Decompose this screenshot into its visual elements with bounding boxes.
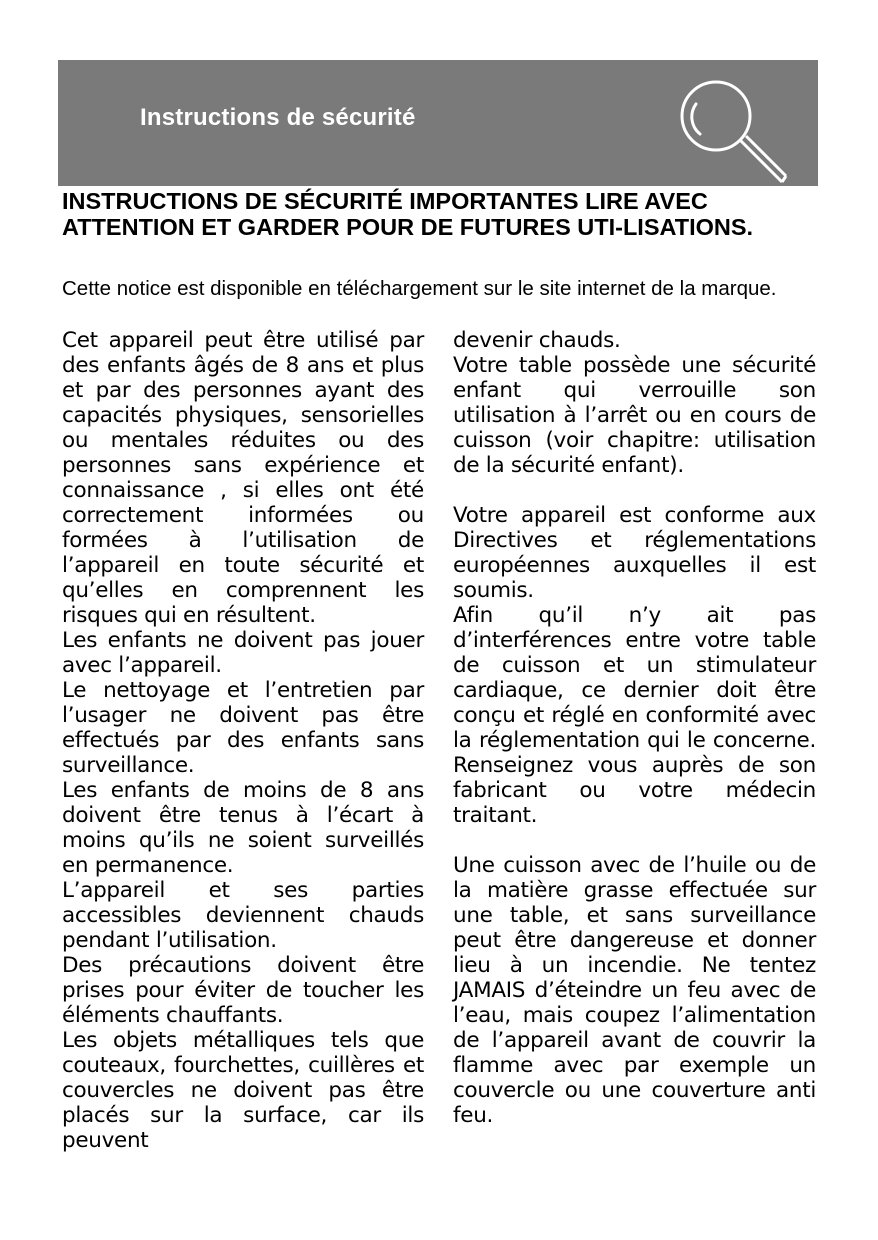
paragraph: Votre appareil est conforme aux Directives et réglementations européennes auxquelles il est soumis. (453, 503, 816, 603)
paragraph: Les enfants ne doivent pas jouer avec l’appareil. (62, 628, 424, 678)
download-notice: Cette notice est disponible en téléchargement sur le site internet de la marque. (62, 277, 777, 300)
paragraph: Les enfants de moins de 8 ans doivent être tenus à l’écart à moins qu’ils ne soient surveillés en permanence. (62, 778, 424, 878)
paragraph: Cet appareil peut être utilisé par des enfants âgés de 8 ans et plus et par des personnes ayant des capacités physiques, sensorielles ou mentales réduites ou des personnes sans expérience et connaissance , si elles ont été correctement informées ou formées à l’utilisation de l’appareil en toute sécurité et qu’elles en comprennent les risques qui en résultent. (62, 328, 424, 628)
section-banner (58, 60, 818, 186)
left-column (62, 328, 424, 1153)
banner-title: Instructions de sécurité (140, 104, 416, 131)
paragraph: Les objets métalliques tels que couteaux, fourchettes, cuillères et couvercles ne doivent pas être placés sur la surface, car ils peuvent (62, 1028, 424, 1153)
right-column (453, 328, 816, 1128)
paragraph: Afin qu’il n’y ait pas d’interférences entre votre table de cuisson et un stimulateur cardiaque, ce dernier doit être conçu et réglé en conformité avec la réglementation qui le concerne. Renseignez vous auprès de son fabricant ou votre médecin traitant. (453, 603, 816, 828)
paragraph: Votre table possède une sécurité enfant qui verrouille son utilisation à l’arrêt ou en cours de cuisson (voir chapitre: utilisation de la sécurité enfant). (453, 353, 816, 478)
paragraph: Le nettoyage et l’entretien par l’usager ne doivent pas être effectués par des enfants sans surveillance. (62, 678, 424, 778)
paragraph: Une cuisson avec de l’huile ou de la matière grasse effectuée sur une table, et sans surveillance peut être dangereuse et donner lieu à un incendie. Ne tentez JAMAIS d’éteindre un feu avec de l’eau, mais coupez l’alimentation de l’appareil avant de couvrir la flamme avec par exemple un couvercle ou une couverture anti feu. (453, 853, 816, 1128)
paragraph: L’appareil et ses parties accessibles deviennent chauds pendant l’utilisation. (62, 878, 424, 953)
paragraph: devenir chauds. (453, 328, 621, 353)
important-heading: INSTRUCTIONS DE SÉCURITÉ IMPORTANTES LIRE AVEC ATTENTION ET GARDER POUR DE FUTURES UTI-LISATIONS. (62, 188, 754, 240)
paragraph: Des précautions doivent être prises pour éviter de toucher les éléments chauffants. (62, 953, 424, 1028)
magnifier-icon (666, 70, 790, 188)
